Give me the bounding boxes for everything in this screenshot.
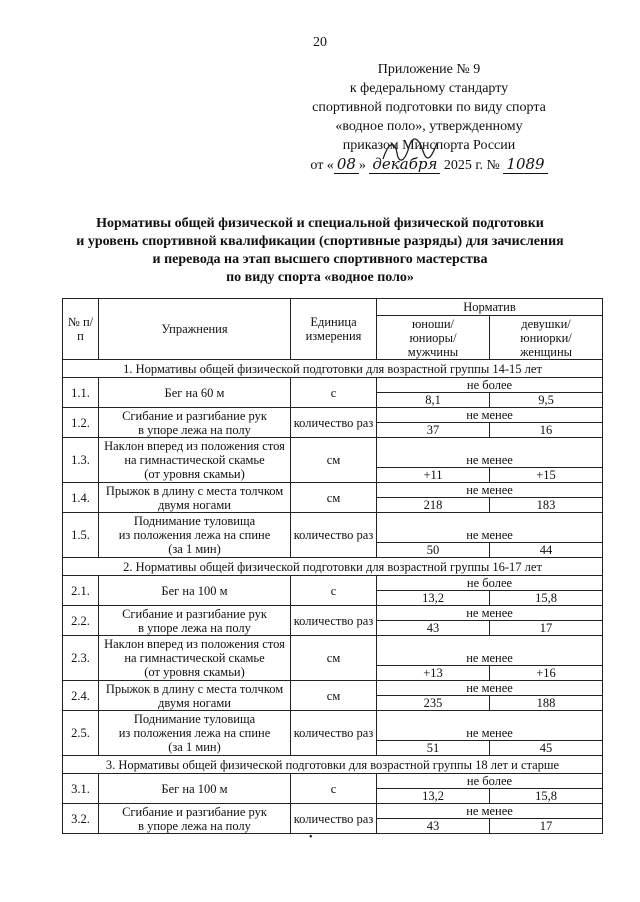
norm-condition: не менее	[377, 711, 603, 741]
value-male: 43	[377, 819, 490, 834]
table-row	[63, 483, 603, 498]
section-title: 2. Нормативы общей физической подготовки для возрастной группы 16-17 лет	[63, 558, 603, 576]
exercise-line: в упоре лежа на полу	[138, 620, 251, 635]
exercise-line: Бег на 60 м	[164, 385, 225, 400]
norm-condition: не менее	[377, 483, 603, 498]
order-mid: »	[358, 158, 366, 173]
section-title: 3. Нормативы общей физической подготовки для возрастной группы 18 лет и старше	[63, 756, 603, 774]
row-number: 3.1.	[63, 774, 99, 804]
norm-condition: не более	[377, 576, 603, 591]
footer-mark: •	[309, 832, 313, 843]
exercise-line: (от уровня скамьи)	[144, 467, 245, 481]
value-female: 188	[490, 696, 603, 711]
value-male: 218	[377, 498, 490, 513]
table-row	[63, 513, 603, 543]
row-number: 1.5.	[63, 513, 99, 558]
exercise-line: двумя ногами	[158, 695, 231, 710]
value-female: 16	[490, 423, 603, 438]
table-row	[63, 681, 603, 696]
order-year: 2025 г. №	[443, 158, 500, 173]
order-month: декабря	[369, 155, 440, 174]
title-line: по виду спорта «водное поло»	[226, 270, 414, 285]
order-number: 1089	[503, 155, 547, 174]
norm-condition: не менее	[377, 606, 603, 621]
order-prefix: от «	[310, 158, 334, 173]
annex-line: Приложение № 9	[377, 62, 481, 77]
exercise-line: на гимнастической скамье	[124, 453, 265, 467]
header-norm: Норматив	[377, 299, 603, 316]
row-number: 1.2.	[63, 408, 99, 438]
exercise-line: (за 1 мин)	[168, 740, 221, 754]
exercise-line: в упоре лежа на полу	[138, 818, 251, 833]
exercise-name	[99, 636, 291, 681]
exercise-name	[99, 378, 291, 408]
exercise-line: из положения лежа на спине	[118, 726, 271, 740]
row-number: 2.1.	[63, 576, 99, 606]
norm-condition: не менее	[377, 513, 603, 543]
header-num: № п/п	[63, 299, 99, 360]
exercise-line: Наклон вперед из положения стоя	[104, 439, 285, 453]
exercise-name	[99, 483, 291, 513]
norms-table	[62, 298, 603, 834]
row-number: 1.4.	[63, 483, 99, 513]
exercise-name	[99, 681, 291, 711]
value-male: 8,1	[377, 393, 490, 408]
exercise-name	[99, 804, 291, 834]
order-day: 08	[334, 155, 359, 174]
exercise-name	[99, 576, 291, 606]
exercise-line: Прыжок в длину с места толчком	[105, 681, 284, 696]
title-line: Нормативы общей физической и специальной физической подготовки	[96, 216, 544, 231]
title-line: и уровень спортивной квалификации (спортивные разряды) для зачисления	[76, 234, 564, 249]
value-female: 183	[490, 498, 603, 513]
header-boys-line: юноши/	[411, 316, 455, 331]
section-row	[63, 558, 603, 576]
header-girls	[490, 316, 603, 360]
exercise-line: Бег на 100 м	[161, 583, 228, 598]
row-number: 2.5.	[63, 711, 99, 756]
table-row	[63, 636, 603, 666]
value-male: 43	[377, 621, 490, 636]
row-number: 3.2.	[63, 804, 99, 834]
value-female: 17	[490, 819, 603, 834]
exercise-name	[99, 774, 291, 804]
row-number: 2.3.	[63, 636, 99, 681]
unit-of-measure: количество раз	[291, 804, 377, 834]
page-number: 20	[313, 35, 327, 50]
unit-of-measure: количество раз	[291, 513, 377, 558]
section-row	[63, 360, 603, 378]
section-title: 1. Нормативы общей физической подготовки для возрастной группы 14-15 лет	[63, 360, 603, 378]
exercise-line: (за 1 мин)	[168, 542, 221, 556]
value-male: 235	[377, 696, 490, 711]
norm-condition: не менее	[377, 408, 603, 423]
exercise-name	[99, 438, 291, 483]
exercise-line: Поднимание туловища	[133, 514, 256, 528]
title-line: и перевода на этап высшего спортивного мастерства	[152, 252, 488, 267]
annex-line: приказом Минспорта России	[342, 138, 516, 153]
header-boys-line: мужчины	[407, 344, 459, 359]
table-row	[63, 774, 603, 789]
value-male: +11	[377, 468, 490, 483]
value-female: 9,5	[490, 393, 603, 408]
unit-of-measure: количество раз	[291, 711, 377, 756]
value-male: 50	[377, 543, 490, 558]
header-unit: Единица измерения	[291, 299, 377, 360]
row-number: 2.2.	[63, 606, 99, 636]
value-female: 44	[490, 543, 603, 558]
section-row	[63, 756, 603, 774]
unit-of-measure: количество раз	[291, 606, 377, 636]
exercise-line: Сгибание и разгибание рук	[122, 606, 267, 621]
header-boys	[377, 316, 490, 360]
unit-of-measure: см	[291, 483, 377, 513]
header-girls-line: юниорки/	[520, 330, 572, 345]
table-row	[63, 378, 603, 393]
header-girls-line: девушки/	[521, 316, 571, 331]
header-boys-line: юниоры/	[409, 330, 457, 345]
exercise-line: Прыжок в длину с места толчком	[105, 483, 284, 498]
value-female: 17	[490, 621, 603, 636]
annex-block	[284, 60, 574, 175]
signature-icon	[379, 137, 439, 163]
value-female: +15	[490, 468, 603, 483]
exercise-line: Сгибание и разгибание рук	[122, 408, 267, 423]
exercise-line: на гимнастической скамье	[124, 651, 265, 665]
annex-line: к федеральному стандарту	[349, 81, 509, 96]
header-girls-line: женщины	[519, 344, 573, 359]
table-row	[63, 408, 603, 423]
exercise-name	[99, 408, 291, 438]
value-male: +13	[377, 666, 490, 681]
header-exercise: Упражнения	[99, 299, 291, 360]
norm-condition: не менее	[377, 636, 603, 666]
norm-condition: не менее	[377, 681, 603, 696]
document-title	[40, 215, 600, 287]
row-number: 1.3.	[63, 438, 99, 483]
table-row	[63, 576, 603, 591]
table-row	[63, 438, 603, 468]
annex-line: спортивной подготовки по виду спорта	[312, 100, 546, 115]
row-number: 2.4.	[63, 681, 99, 711]
exercise-line: Поднимание туловища	[133, 712, 256, 726]
exercise-name	[99, 711, 291, 756]
table-row	[63, 804, 603, 819]
value-female: +16	[490, 666, 603, 681]
exercise-line: Наклон вперед из положения стоя	[104, 637, 285, 651]
exercise-line: Сгибание и разгибание рук	[122, 804, 267, 819]
table-row	[63, 711, 603, 741]
unit-of-measure: количество раз	[291, 408, 377, 438]
exercise-line: из положения лежа на спине	[118, 528, 271, 542]
value-male: 37	[377, 423, 490, 438]
unit-of-measure: с	[291, 378, 377, 408]
row-number: 1.1.	[63, 378, 99, 408]
order-line	[284, 155, 574, 175]
exercise-name	[99, 513, 291, 558]
annex-line: «водное поло», утвержденному	[335, 119, 523, 134]
exercise-line: двумя ногами	[158, 497, 231, 512]
value-female: 15,8	[490, 591, 603, 606]
unit-of-measure: см	[291, 438, 377, 483]
norm-condition: не менее	[377, 804, 603, 819]
value-male: 51	[377, 741, 490, 756]
norm-condition: не более	[377, 378, 603, 393]
table-row	[63, 606, 603, 621]
exercise-line: Бег на 100 м	[161, 781, 228, 796]
value-female: 45	[490, 741, 603, 756]
norms-body	[63, 360, 603, 834]
value-male: 13,2	[377, 591, 490, 606]
value-female: 15,8	[490, 789, 603, 804]
norm-condition: не более	[377, 774, 603, 789]
unit-of-measure: с	[291, 576, 377, 606]
unit-of-measure: см	[291, 681, 377, 711]
exercise-name	[99, 606, 291, 636]
exercise-line: (от уровня скамьи)	[144, 665, 245, 679]
value-male: 13,2	[377, 789, 490, 804]
unit-of-measure: с	[291, 774, 377, 804]
unit-of-measure: см	[291, 636, 377, 681]
norm-condition: не менее	[377, 438, 603, 468]
exercise-line: в упоре лежа на полу	[138, 422, 251, 437]
